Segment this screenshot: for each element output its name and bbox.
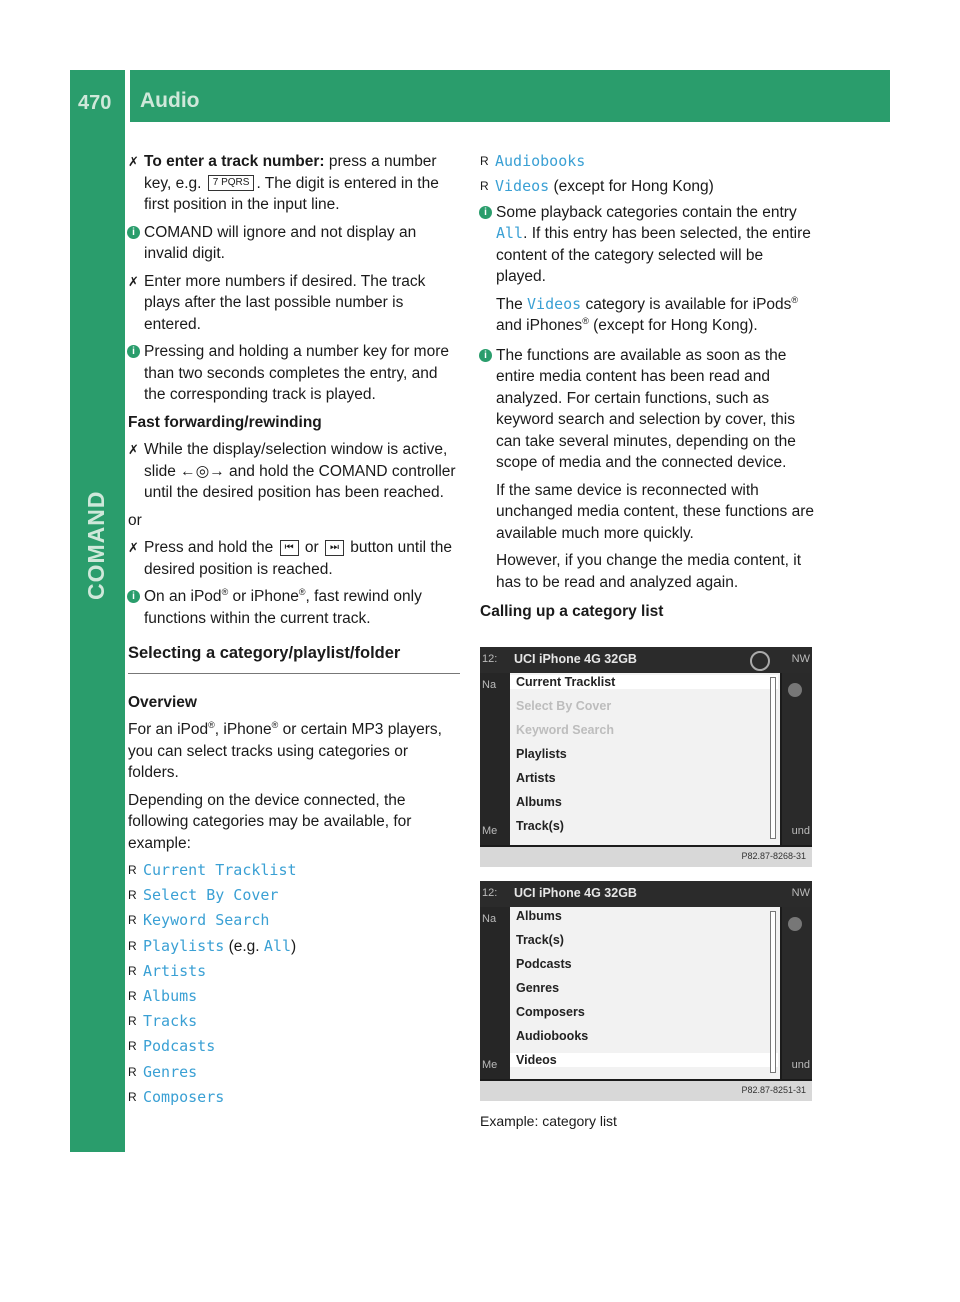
instruction-press-hold: ✗ Press and hold the ⏮ or ⏭ button until the desired position is reached. — [128, 539, 452, 578]
section-heading: Selecting a category/playlist/folder — [128, 643, 460, 674]
list-item: R Composers — [128, 1087, 225, 1106]
screenshot-category-list-2: 12: UCI iPhone 4G 32GB NW Na Me und Albums Track(s) Podcasts Genres Composers Audiobooks Videos P82.87-8251-31 — [480, 881, 812, 1101]
arrow-icon: ✗ — [128, 442, 139, 457]
category-list — [128, 860, 460, 1108]
menu-item[interactable]: Albums — [516, 909, 562, 923]
number-key-7: 7 PQRS — [208, 175, 255, 191]
info-ipod-rewind: i On an iPod® or iPhone®, fast rewind only functions within the current track. — [128, 586, 460, 629]
list-item: R Keyword Search — [128, 911, 270, 930]
instruction-more-numbers: ✗ Enter more numbers if desired. The track plays after the last possible number is entered. — [128, 272, 426, 333]
info-icon: i — [127, 345, 140, 358]
subheading-fast-forward: Fast forwarding/rewinding — [128, 413, 322, 431]
side-tab-label: COMAND — [83, 490, 109, 600]
menu-item[interactable]: Current Tracklist — [510, 675, 778, 689]
menu-item[interactable]: Playlists — [516, 747, 567, 761]
menu-item[interactable]: Keyword Search — [516, 723, 614, 737]
menu-item[interactable]: Audiobooks — [516, 1029, 589, 1043]
list-item: R Artists — [128, 961, 207, 980]
page-title: Audio — [140, 89, 200, 112]
menu-item[interactable]: Genres — [516, 981, 560, 995]
instruction-slide-controller: ✗ While the display/selection window is active, slide ←◎→ and hold the COMAND controller until the desired position has been reached. — [128, 441, 456, 501]
info-hold-key: i Pressing and holding a number key for more than two seconds completes the entry, and the corresponding track is played. — [128, 341, 460, 406]
page-number: 470 — [78, 92, 112, 114]
skip-forward-key: ⏭ — [325, 540, 344, 556]
list-item: R Tracks — [128, 1012, 198, 1031]
info-invalid-digit: i COMAND will ignore and not display an invalid digit. — [128, 222, 460, 265]
arrow-icon: ✗ — [128, 273, 139, 289]
instruction-enter-track: ✗ To enter a track number: press a number key, e.g. 7 PQRS . The digit is entered in the first position in the input line. — [128, 153, 439, 213]
info-icon: i — [127, 226, 140, 239]
status-bar: 12: UCI iPhone 4G 32GB NW — [480, 881, 812, 907]
subheading-category-list: Calling up a category list — [480, 603, 664, 621]
overview-text-1: For an iPod®, iPhone® or certain MP3 players, you can select tracks using categories or folders. — [128, 719, 442, 781]
arrow-icon: ✗ — [128, 540, 139, 555]
subheading-overview: Overview — [128, 693, 197, 711]
info-icon: i — [127, 590, 140, 603]
figure-code: P82.87-8268-31 — [741, 851, 806, 861]
info-playback-categories: i Some playback categories contain the entry All. If this entry has been selected, the entire content of the category selected will be played. The Videos category is available for iPods® and iPhones® (except for Hong Kong). — [480, 202, 814, 337]
list-item: R Videos (except for Hong Kong) — [480, 177, 714, 196]
status-dot-icon — [788, 683, 802, 697]
list-item: R Select By Cover — [128, 886, 279, 905]
info-icon: i — [479, 349, 492, 362]
menu-item[interactable]: Select By Cover — [516, 699, 612, 713]
device-title: UCI iPhone 4G 32GB — [514, 886, 637, 900]
device-title: UCI iPhone 4G 32GB — [514, 652, 637, 666]
menu-item[interactable]: Artists — [516, 771, 556, 785]
skip-back-key: ⏮ — [280, 540, 299, 556]
menu-item[interactable]: Composers — [516, 1005, 585, 1019]
figure-caption: Example: category list — [480, 1113, 617, 1129]
figure-code: P82.87-8251-31 — [741, 1085, 806, 1095]
header-title-box — [130, 70, 890, 122]
overview-text-2: Depending on the device connected, the following categories may be available, for example: — [128, 791, 412, 852]
list-item: R Audiobooks — [480, 152, 586, 170]
info-functions-available: i The functions are available as soon as the entire media content has been read and analyzed. For certain functions, such as keyword search and selection by cover, this can take several minutes, depending on the scope of media and the connected device. If the same device is reconnected with unchanged media content, these functions are available much more quickly. However, if you change the media content, it has to be read and analyzed again. — [480, 345, 814, 594]
category-menu — [510, 907, 780, 1079]
list-item: R Playlists (e.g. All) — [128, 936, 297, 955]
list-item: R Current Tracklist — [128, 861, 297, 879]
arrow-icon: ✗ — [128, 154, 139, 169]
info-icon: i — [479, 206, 492, 219]
menu-item[interactable]: Videos — [510, 1053, 778, 1067]
menu-item[interactable]: Track(s) — [516, 819, 564, 833]
status-bar: 12: UCI iPhone 4G 32GB NW — [480, 647, 812, 673]
list-item: R Genres — [128, 1062, 198, 1081]
list-item: R Albums — [128, 986, 198, 1005]
clock-icon — [750, 651, 770, 671]
side-tab — [70, 122, 125, 1152]
status-dot-icon — [788, 917, 802, 931]
list-item: R Podcasts — [128, 1037, 216, 1056]
or-text: or — [128, 511, 142, 529]
category-menu — [510, 673, 780, 845]
screenshot-category-list-1: 12: UCI iPhone 4G 32GB NW Na Me und Current Tracklist Select By Cover Keyword Search Playlists Artists Albums Track(s) P82.87-8268-31 — [480, 647, 812, 867]
menu-item[interactable]: Podcasts — [516, 957, 572, 971]
scrollbar[interactable] — [770, 911, 776, 1073]
menu-item[interactable]: Albums — [516, 795, 562, 809]
right-column — [480, 151, 814, 629]
menu-item[interactable]: Track(s) — [516, 933, 564, 947]
left-column — [128, 151, 460, 1112]
scrollbar[interactable] — [770, 677, 776, 839]
